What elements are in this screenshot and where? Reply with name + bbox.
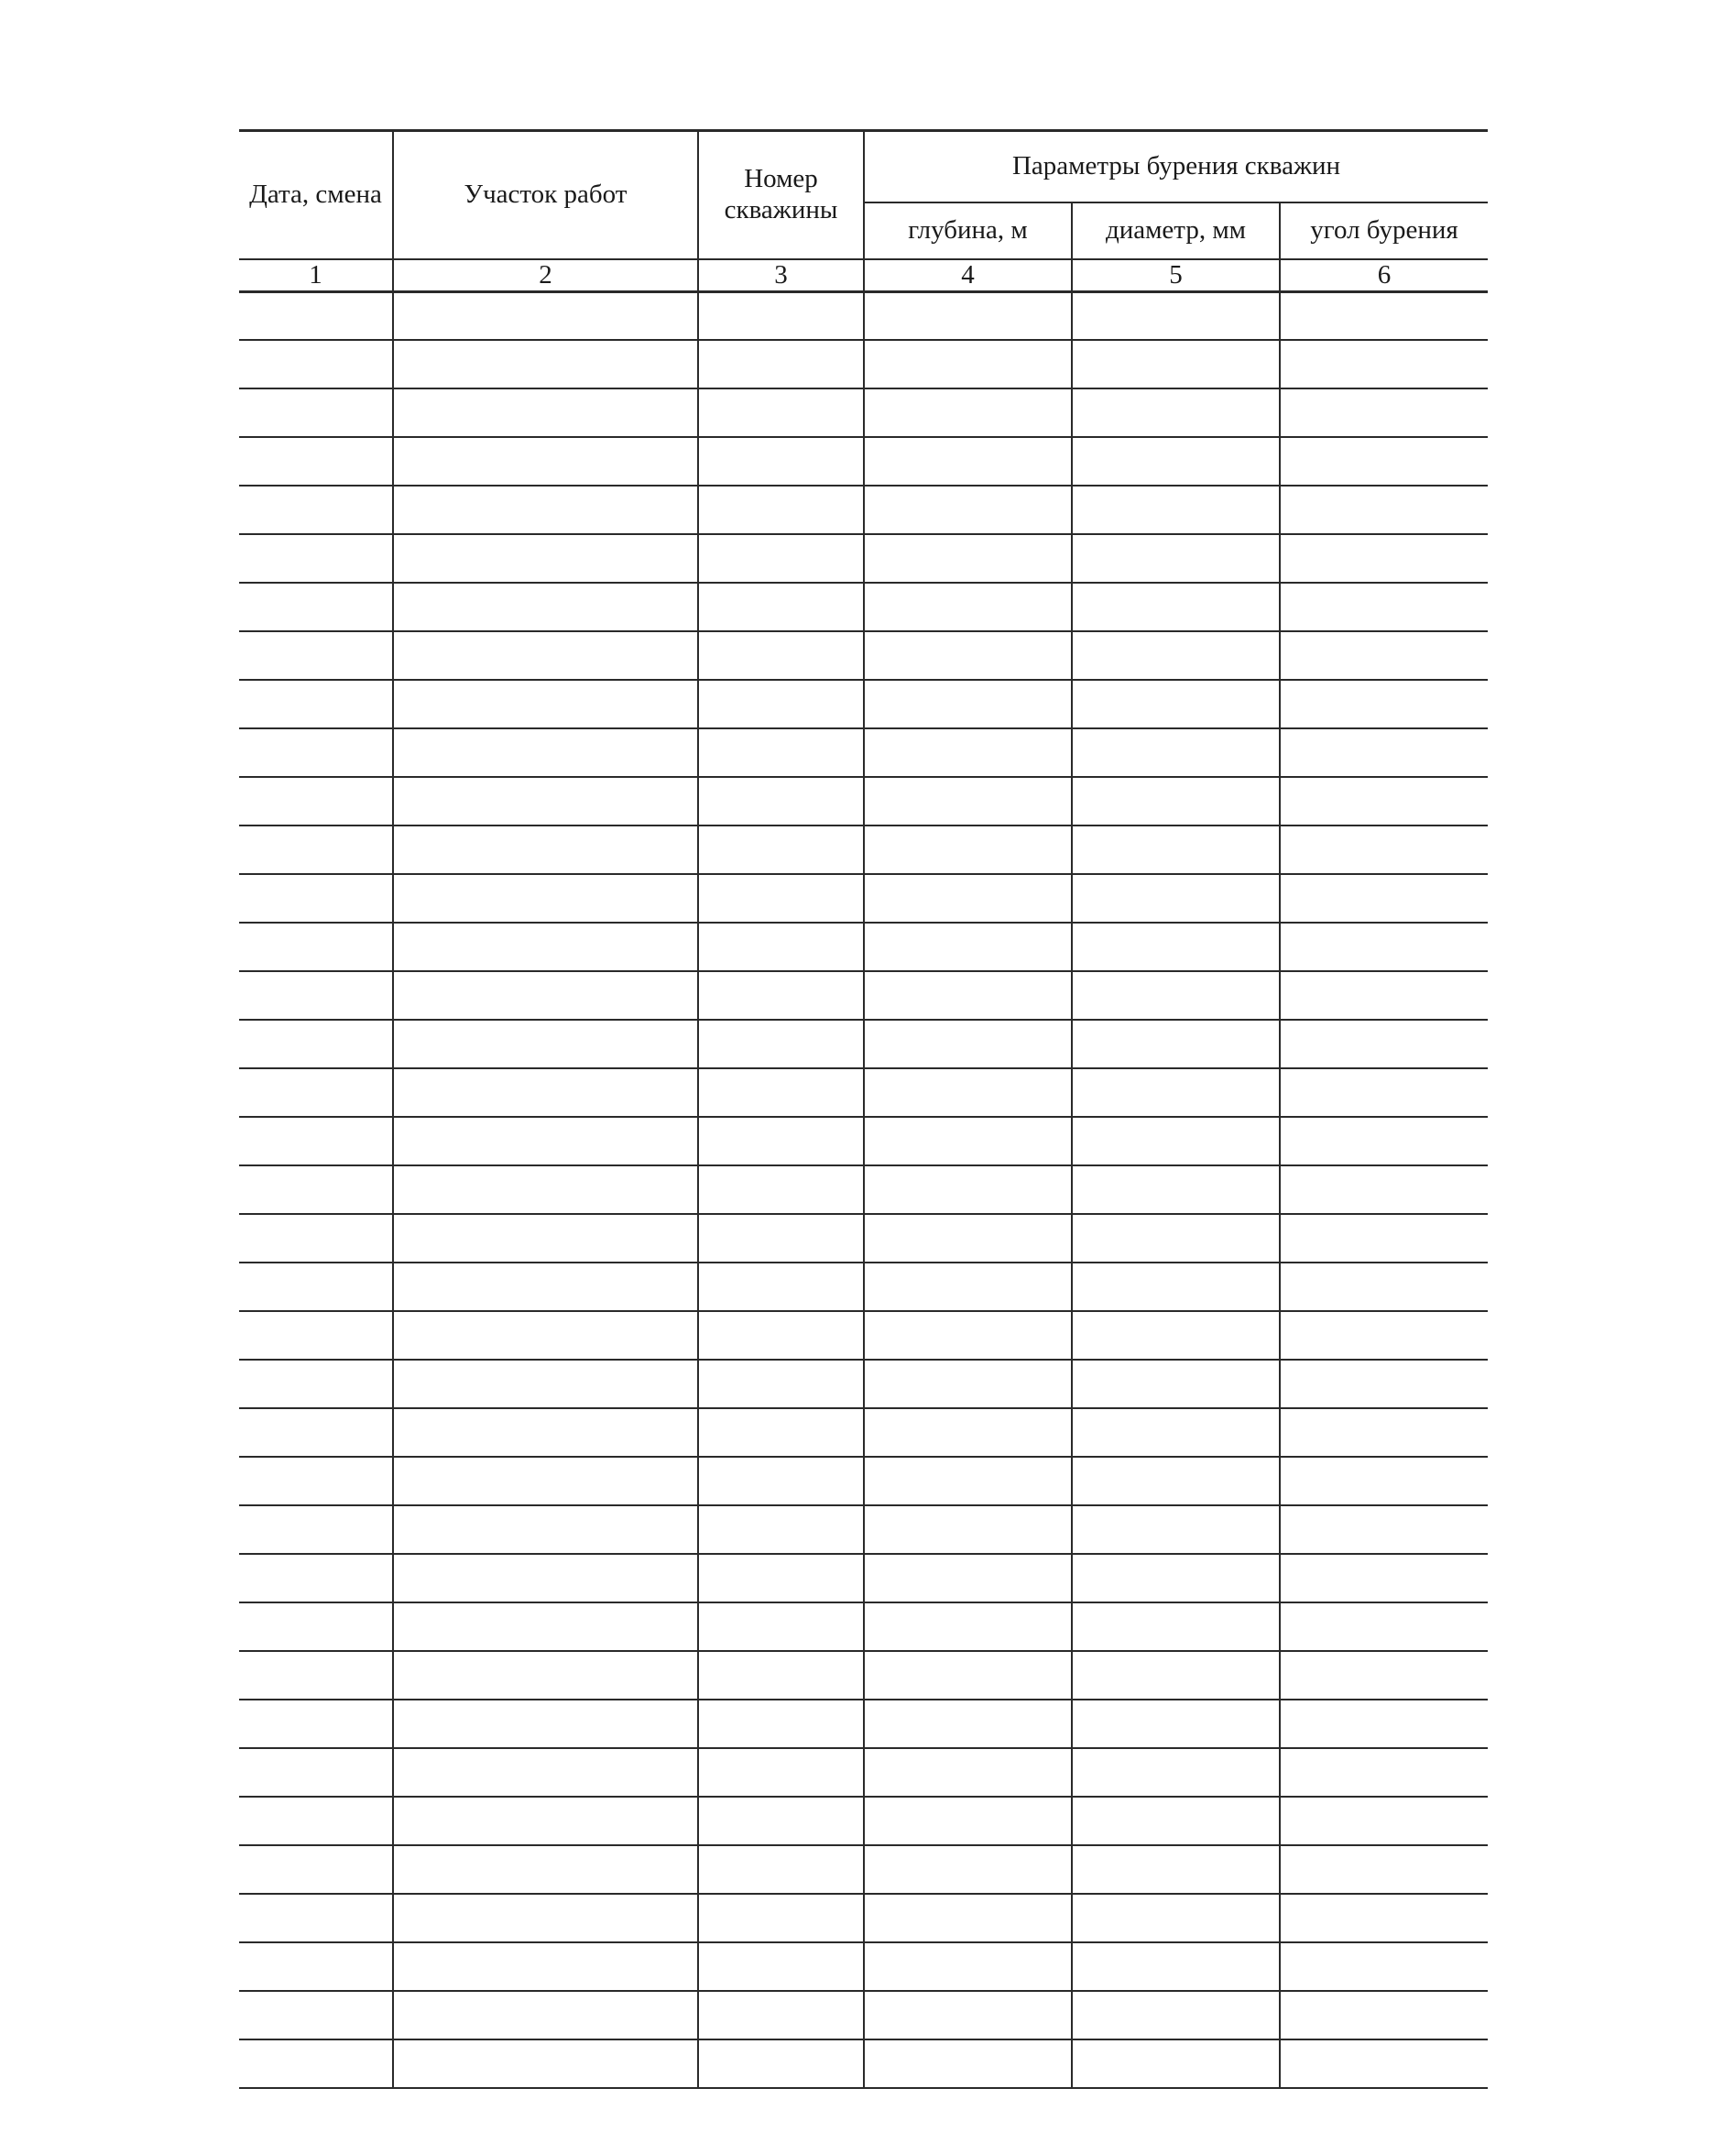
table-cell[interactable] — [239, 1602, 393, 1651]
table-cell[interactable] — [1280, 486, 1488, 534]
table-cell[interactable] — [698, 534, 864, 583]
table-cell[interactable] — [1280, 680, 1488, 728]
table-row — [239, 437, 1488, 486]
table-cell[interactable] — [239, 1942, 393, 1991]
table-row — [239, 534, 1488, 583]
table-cell[interactable] — [864, 534, 1072, 583]
table-cell[interactable] — [1280, 1360, 1488, 1408]
table-row — [239, 1845, 1488, 1894]
table-cell[interactable] — [393, 874, 698, 923]
table-cell[interactable] — [393, 1845, 698, 1894]
table-cell[interactable] — [1072, 1263, 1280, 1311]
table-row — [239, 388, 1488, 437]
table-cell[interactable] — [864, 2039, 1072, 2088]
table-cell[interactable] — [1280, 1602, 1488, 1651]
table-cell[interactable] — [393, 486, 698, 534]
table-row — [239, 1602, 1488, 1651]
table-header — [239, 131, 1488, 292]
table-cell[interactable] — [393, 1554, 698, 1602]
table-cell[interactable] — [239, 874, 393, 923]
table-cell[interactable] — [864, 1797, 1072, 1845]
table-cell[interactable] — [239, 486, 393, 534]
table-cell[interactable] — [239, 1700, 393, 1748]
column-number-row — [239, 259, 1488, 292]
table-cell[interactable] — [864, 1554, 1072, 1602]
table-cell[interactable] — [239, 388, 393, 437]
table-cell[interactable] — [1280, 291, 1488, 340]
table-cell[interactable] — [1072, 1602, 1280, 1651]
table-cell[interactable] — [698, 1700, 864, 1748]
table-row — [239, 583, 1488, 631]
table-cell[interactable] — [239, 1651, 393, 1700]
table-cell[interactable] — [1280, 388, 1488, 437]
table-cell[interactable] — [698, 1117, 864, 1165]
table-cell[interactable] — [239, 1505, 393, 1554]
table-cell[interactable] — [239, 1457, 393, 1505]
table-row — [239, 923, 1488, 971]
table-cell[interactable] — [698, 874, 864, 923]
header-diameter: диаметр, мм — [1072, 202, 1280, 259]
table-cell[interactable] — [1072, 486, 1280, 534]
table-row — [239, 825, 1488, 874]
table-cell[interactable] — [393, 923, 698, 971]
table-cell[interactable] — [698, 1311, 864, 1360]
table-cell[interactable] — [239, 340, 393, 388]
table-cell[interactable] — [698, 1602, 864, 1651]
table-cell[interactable] — [1072, 1797, 1280, 1845]
table-cell[interactable] — [239, 1991, 393, 2039]
table-row — [239, 1263, 1488, 1311]
table-row — [239, 486, 1488, 534]
table-cell[interactable] — [1280, 1165, 1488, 1214]
table-row — [239, 1408, 1488, 1457]
table-cell[interactable] — [698, 1991, 864, 2039]
table-row — [239, 1068, 1488, 1117]
table-cell[interactable] — [864, 1602, 1072, 1651]
table-cell[interactable] — [1280, 1408, 1488, 1457]
table-cell[interactable] — [864, 437, 1072, 486]
table-cell[interactable] — [1280, 631, 1488, 680]
table-cell[interactable] — [1072, 1020, 1280, 1068]
table-cell[interactable] — [239, 825, 393, 874]
table-row — [239, 1457, 1488, 1505]
table-cell[interactable] — [393, 1068, 698, 1117]
table-row — [239, 1748, 1488, 1797]
table-cell[interactable] — [393, 1311, 698, 1360]
table-row — [239, 1651, 1488, 1700]
table-cell[interactable] — [1280, 1311, 1488, 1360]
table-cell[interactable] — [864, 1845, 1072, 1894]
table-cell[interactable] — [864, 388, 1072, 437]
table-cell[interactable] — [239, 534, 393, 583]
table-cell[interactable] — [698, 1845, 864, 1894]
table-cell[interactable] — [1072, 923, 1280, 971]
table-cell[interactable] — [1280, 1845, 1488, 1894]
table-cell[interactable] — [1072, 388, 1280, 437]
table-cell[interactable] — [393, 583, 698, 631]
table-cell[interactable] — [1280, 1457, 1488, 1505]
table-row — [239, 874, 1488, 923]
table-cell[interactable] — [393, 1117, 698, 1165]
table-cell[interactable] — [393, 680, 698, 728]
table-cell[interactable] — [1280, 2039, 1488, 2088]
table-row — [239, 777, 1488, 825]
table-cell[interactable] — [864, 1214, 1072, 1263]
table-cell[interactable] — [393, 631, 698, 680]
table-cell[interactable] — [1072, 1408, 1280, 1457]
table-cell[interactable] — [239, 437, 393, 486]
table-cell[interactable] — [1280, 1263, 1488, 1311]
table-cell[interactable] — [1072, 874, 1280, 923]
table-cell[interactable] — [864, 680, 1072, 728]
table-cell[interactable] — [864, 1408, 1072, 1457]
table-cell[interactable] — [698, 1797, 864, 1845]
table-cell[interactable] — [864, 486, 1072, 534]
table-cell[interactable] — [698, 2039, 864, 2088]
table-cell[interactable] — [1072, 2039, 1280, 2088]
table-cell[interactable] — [239, 1263, 393, 1311]
header-drilling-params: Параметры бурения скважин — [864, 131, 1488, 202]
table-cell[interactable] — [393, 1797, 698, 1845]
table-cell[interactable] — [1072, 1845, 1280, 1894]
table-cell[interactable] — [239, 583, 393, 631]
table-cell[interactable] — [393, 1700, 698, 1748]
table-cell[interactable] — [393, 291, 698, 340]
table-cell[interactable] — [698, 1554, 864, 1602]
table-row — [239, 1554, 1488, 1602]
table-cell[interactable] — [1072, 1991, 1280, 2039]
table-cell[interactable] — [864, 1360, 1072, 1408]
table-cell[interactable] — [864, 777, 1072, 825]
table-cell[interactable] — [698, 1214, 864, 1263]
column-number: 2 — [393, 259, 698, 292]
table-cell[interactable] — [698, 583, 864, 631]
table-cell[interactable] — [698, 777, 864, 825]
table-cell[interactable] — [239, 2039, 393, 2088]
table-cell[interactable] — [1280, 1991, 1488, 2039]
table-cell[interactable] — [864, 1991, 1072, 2039]
table-cell[interactable] — [393, 1748, 698, 1797]
table-cell[interactable] — [239, 1408, 393, 1457]
column-number: 6 — [1280, 259, 1488, 292]
table-cell[interactable] — [1072, 728, 1280, 777]
table-cell[interactable] — [393, 1894, 698, 1942]
table-cell[interactable] — [239, 631, 393, 680]
table-row — [239, 2039, 1488, 2088]
table-cell[interactable] — [393, 1020, 698, 1068]
table-cell[interactable] — [393, 1505, 698, 1554]
table-cell[interactable] — [698, 437, 864, 486]
table-row — [239, 728, 1488, 777]
table-cell[interactable] — [698, 291, 864, 340]
table-cell[interactable] — [1072, 1311, 1280, 1360]
table-cell[interactable] — [698, 1360, 864, 1408]
table-row — [239, 1505, 1488, 1554]
table-row — [239, 1991, 1488, 2039]
table-cell[interactable] — [1280, 825, 1488, 874]
table-cell[interactable] — [393, 340, 698, 388]
table-row — [239, 680, 1488, 728]
table-cell[interactable] — [393, 1408, 698, 1457]
table-cell[interactable] — [864, 1020, 1072, 1068]
table-cell[interactable] — [698, 388, 864, 437]
table-cell[interactable] — [239, 1797, 393, 1845]
header-row-top — [239, 131, 1488, 202]
column-number: 4 — [864, 259, 1072, 292]
table-cell[interactable] — [1072, 825, 1280, 874]
table-cell[interactable] — [698, 1165, 864, 1214]
table-cell[interactable] — [698, 340, 864, 388]
table-row — [239, 1894, 1488, 1942]
header-well-number-line1: Номер — [744, 164, 818, 194]
table-cell[interactable] — [1072, 1700, 1280, 1748]
table-cell[interactable] — [698, 1263, 864, 1311]
header-depth: глубина, м — [864, 202, 1072, 259]
table-cell[interactable] — [1072, 340, 1280, 388]
table-cell[interactable] — [239, 291, 393, 340]
table-cell[interactable] — [393, 777, 698, 825]
table-cell[interactable] — [1072, 631, 1280, 680]
table-cell[interactable] — [1280, 1068, 1488, 1117]
table-cell[interactable] — [393, 1942, 698, 1991]
table-cell[interactable] — [864, 1894, 1072, 1942]
table-cell[interactable] — [1072, 1748, 1280, 1797]
table-cell[interactable] — [864, 1942, 1072, 1991]
table-cell[interactable] — [393, 1457, 698, 1505]
table-cell[interactable] — [1072, 1505, 1280, 1554]
table-cell[interactable] — [864, 583, 1072, 631]
table-row — [239, 1117, 1488, 1165]
table-row — [239, 1214, 1488, 1263]
table-cell[interactable] — [239, 1165, 393, 1214]
table-cell[interactable] — [1280, 777, 1488, 825]
table-cell[interactable] — [393, 437, 698, 486]
table-cell[interactable] — [1072, 1214, 1280, 1263]
table-cell[interactable] — [1280, 1797, 1488, 1845]
column-number: 1 — [239, 259, 393, 292]
table-cell[interactable] — [864, 1748, 1072, 1797]
table-cell[interactable] — [1072, 534, 1280, 583]
table-cell[interactable] — [698, 1894, 864, 1942]
table-cell[interactable] — [864, 728, 1072, 777]
table-cell[interactable] — [864, 1505, 1072, 1554]
table-cell[interactable] — [1072, 1942, 1280, 1991]
table-cell[interactable] — [864, 1165, 1072, 1214]
column-number: 3 — [698, 259, 864, 292]
table-cell[interactable] — [1072, 680, 1280, 728]
table-cell[interactable] — [1280, 1214, 1488, 1263]
table-cell[interactable] — [1280, 971, 1488, 1020]
table-cell[interactable] — [1072, 1165, 1280, 1214]
header-well-number-line2: скважины — [724, 194, 838, 224]
table-cell[interactable] — [698, 728, 864, 777]
table-cell[interactable] — [1072, 1894, 1280, 1942]
table-cell[interactable] — [239, 1068, 393, 1117]
table-cell[interactable] — [239, 680, 393, 728]
table-cell[interactable] — [1280, 340, 1488, 388]
table-cell[interactable] — [698, 1068, 864, 1117]
table-cell[interactable] — [239, 1845, 393, 1894]
table-cell[interactable] — [698, 1020, 864, 1068]
table-cell[interactable] — [393, 388, 698, 437]
table-cell[interactable] — [698, 486, 864, 534]
header-work-area: Участок работ — [393, 131, 698, 259]
table-cell[interactable] — [393, 1651, 698, 1700]
table-cell[interactable] — [1072, 583, 1280, 631]
table-cell[interactable] — [864, 1457, 1072, 1505]
table-cell[interactable] — [1280, 583, 1488, 631]
column-number: 5 — [1072, 259, 1280, 292]
table-cell[interactable] — [393, 2039, 698, 2088]
table-row — [239, 1360, 1488, 1408]
table-cell[interactable] — [864, 1068, 1072, 1117]
table-cell[interactable] — [1072, 971, 1280, 1020]
table-cell[interactable] — [239, 1214, 393, 1263]
table-row — [239, 971, 1488, 1020]
table-cell[interactable] — [393, 534, 698, 583]
table-cell[interactable] — [864, 1651, 1072, 1700]
table-cell[interactable] — [239, 923, 393, 971]
drilling-log-table — [239, 129, 1488, 2089]
table-cell[interactable] — [1072, 777, 1280, 825]
table-cell[interactable] — [239, 971, 393, 1020]
table-row — [239, 1311, 1488, 1360]
table-cell[interactable] — [393, 1991, 698, 2039]
table-cell[interactable] — [864, 291, 1072, 340]
table-row — [239, 1165, 1488, 1214]
table-cell[interactable] — [1280, 1700, 1488, 1748]
table-cell[interactable] — [1072, 1117, 1280, 1165]
table-cell[interactable] — [698, 825, 864, 874]
table-row — [239, 291, 1488, 340]
table-cell[interactable] — [698, 923, 864, 971]
table-cell[interactable] — [1280, 1651, 1488, 1700]
table-cell[interactable] — [393, 825, 698, 874]
table-cell[interactable] — [239, 1554, 393, 1602]
table-cell[interactable] — [1280, 437, 1488, 486]
table-cell[interactable] — [1072, 1651, 1280, 1700]
table-cell[interactable] — [1280, 728, 1488, 777]
table-row — [239, 631, 1488, 680]
table-cell[interactable] — [239, 1020, 393, 1068]
table-cell[interactable] — [1072, 1360, 1280, 1408]
table-cell[interactable] — [239, 1748, 393, 1797]
table-cell[interactable] — [698, 1505, 864, 1554]
table-cell[interactable] — [698, 1651, 864, 1700]
table-cell[interactable] — [864, 1117, 1072, 1165]
table-cell[interactable] — [1072, 1457, 1280, 1505]
header-well-number — [698, 131, 864, 259]
table-cell[interactable] — [698, 1408, 864, 1457]
table-cell[interactable] — [1280, 1748, 1488, 1797]
table-cell[interactable] — [864, 825, 1072, 874]
table-cell[interactable] — [393, 1214, 698, 1263]
table-cell[interactable] — [698, 631, 864, 680]
table-cell[interactable] — [698, 1942, 864, 1991]
table-cell[interactable] — [864, 1263, 1072, 1311]
table-cell[interactable] — [1280, 534, 1488, 583]
table-cell[interactable] — [393, 1602, 698, 1651]
table-cell[interactable] — [239, 1360, 393, 1408]
table-row — [239, 1797, 1488, 1845]
table-cell[interactable] — [1280, 1020, 1488, 1068]
table-cell[interactable] — [239, 728, 393, 777]
table-cell[interactable] — [239, 1894, 393, 1942]
table-cell[interactable] — [393, 728, 698, 777]
table-cell[interactable] — [239, 1311, 393, 1360]
table-cell[interactable] — [864, 340, 1072, 388]
table-cell[interactable] — [1280, 923, 1488, 971]
table-cell[interactable] — [1072, 1068, 1280, 1117]
table-cell[interactable] — [864, 874, 1072, 923]
table-row — [239, 340, 1488, 388]
table-cell[interactable] — [698, 680, 864, 728]
table-body — [239, 291, 1488, 2088]
table-row — [239, 1942, 1488, 1991]
table-cell[interactable] — [864, 923, 1072, 971]
table-cell[interactable] — [1280, 1505, 1488, 1554]
table-cell[interactable] — [1072, 437, 1280, 486]
table-cell[interactable] — [698, 1748, 864, 1797]
header-date-shift: Дата, смена — [239, 131, 393, 259]
table-cell[interactable] — [864, 1700, 1072, 1748]
table-cell[interactable] — [1280, 1942, 1488, 1991]
table-cell[interactable] — [864, 631, 1072, 680]
header-angle: угол бурения — [1280, 202, 1488, 259]
table-cell[interactable] — [393, 1360, 698, 1408]
table-cell[interactable] — [1280, 1554, 1488, 1602]
table-cell[interactable] — [393, 1165, 698, 1214]
table-cell[interactable] — [393, 1263, 698, 1311]
table-cell[interactable] — [864, 1311, 1072, 1360]
table-row — [239, 1700, 1488, 1748]
table-cell[interactable] — [1280, 874, 1488, 923]
table-cell[interactable] — [1280, 1894, 1488, 1942]
table-cell[interactable] — [1280, 1117, 1488, 1165]
table-cell[interactable] — [239, 777, 393, 825]
table-cell[interactable] — [393, 971, 698, 1020]
table-cell[interactable] — [698, 971, 864, 1020]
table-cell[interactable] — [239, 1117, 393, 1165]
table-cell[interactable] — [1072, 1554, 1280, 1602]
table-cell[interactable] — [864, 971, 1072, 1020]
table-row — [239, 1020, 1488, 1068]
table-cell[interactable] — [698, 1457, 864, 1505]
table-cell[interactable] — [1072, 291, 1280, 340]
